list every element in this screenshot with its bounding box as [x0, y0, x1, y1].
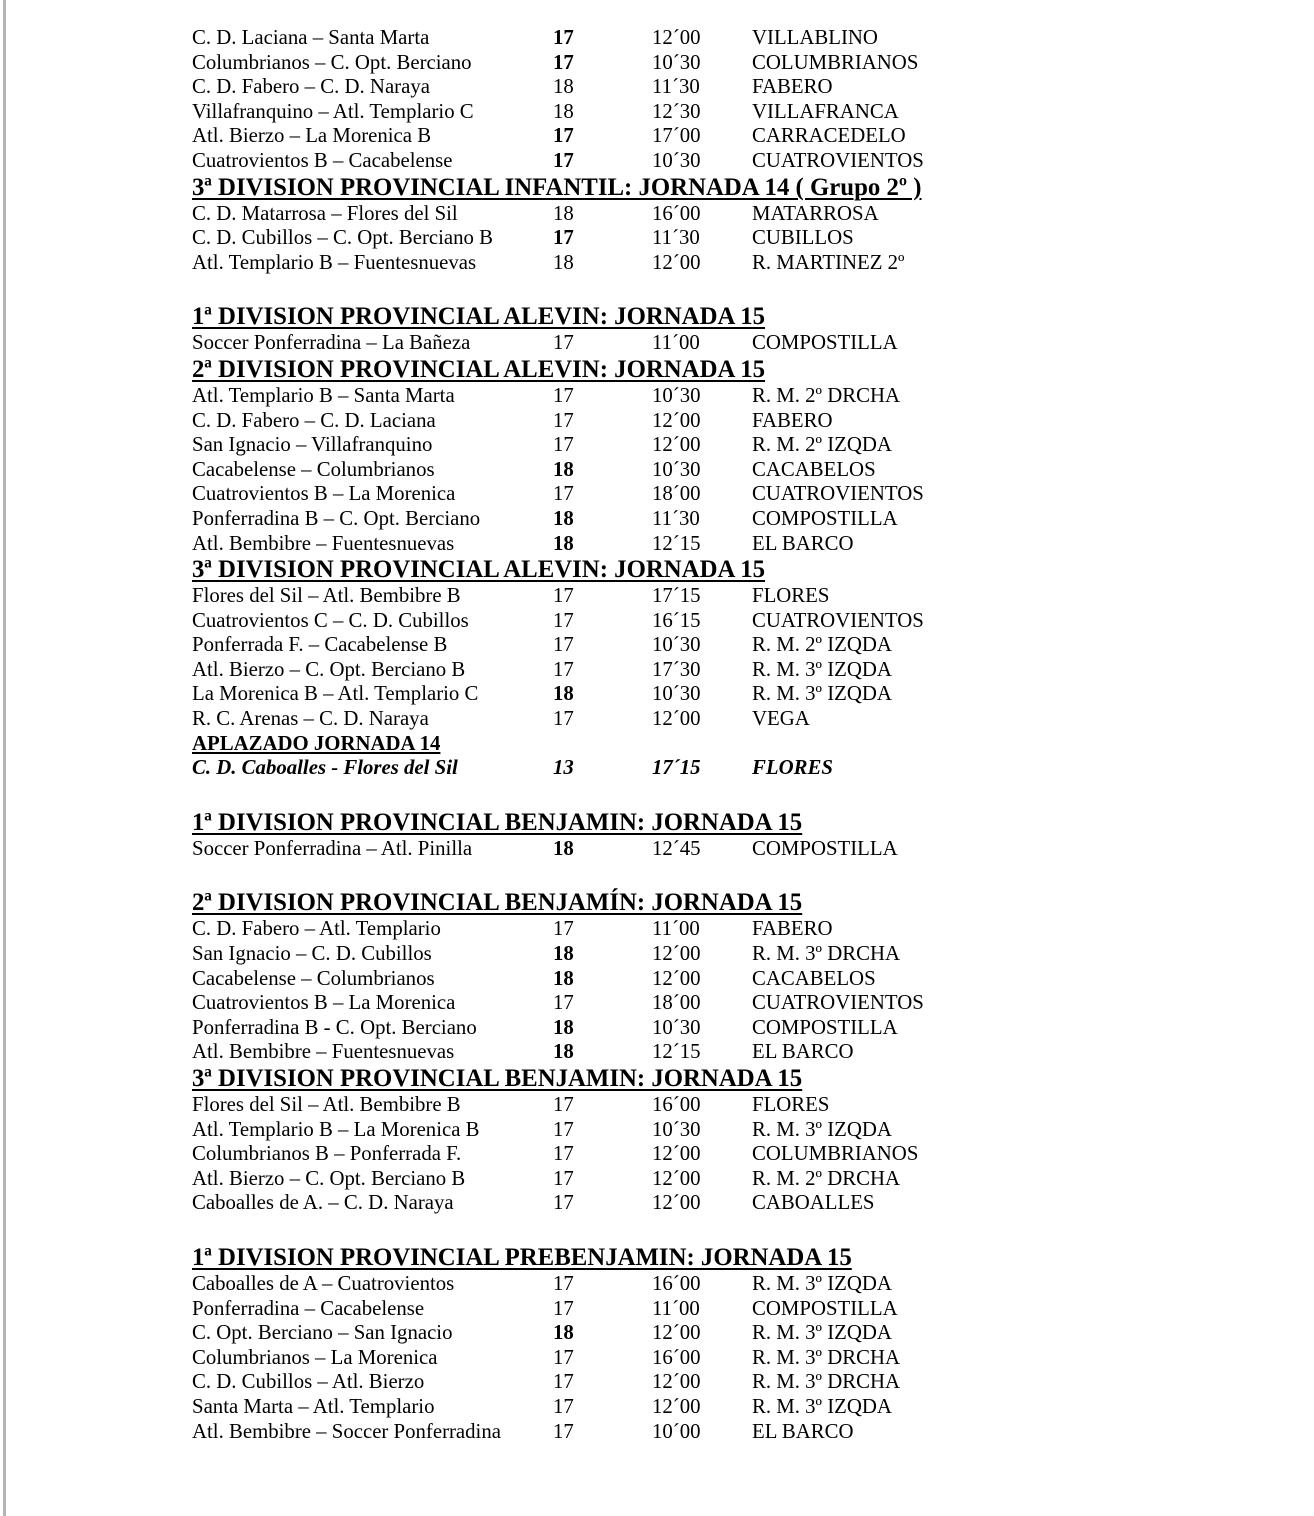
match-venue: R. M. 2º DRCHA — [752, 1166, 901, 1190]
match-teams: Atl. Bierzo – La Morenica B — [192, 124, 432, 148]
match-day: 17 — [553, 633, 574, 657]
match-venue: CARRACEDELO — [752, 124, 906, 148]
match-row — [192, 226, 1192, 251]
match-row — [192, 149, 1192, 174]
match-venue: R. M. 3º IZQDA — [752, 1394, 892, 1418]
section-heading-3-division-provincial-infantil-jornada-14-grupo-2: 3ª DIVISION PROVINCIAL INFANTIL: JORNADA 14 ( Grupo 2º ) — [192, 173, 922, 201]
match-row — [192, 967, 1192, 992]
match-row — [192, 532, 1192, 557]
match-teams: Ponferradina B - C. Opt. Berciano — [192, 1015, 477, 1039]
match-day: 17 — [553, 331, 574, 355]
match-day: 17 — [553, 408, 574, 432]
match-time: 12´00 — [652, 942, 701, 966]
match-day: 18 — [553, 1321, 574, 1345]
match-venue: R. M. 2º DRCHA — [752, 383, 901, 407]
match-teams: Atl. Templario B – Fuentesnuevas — [192, 250, 477, 274]
match-venue: R. M. 3º DRCHA — [752, 1345, 901, 1369]
match-venue: FABERO — [752, 75, 833, 99]
match-day: 17 — [553, 1166, 574, 1190]
match-row — [192, 1297, 1192, 1322]
match-teams: La Morenica B – Atl. Templario C — [192, 682, 479, 706]
fixture-list — [192, 26, 1192, 1444]
match-venue: CACABELOS — [752, 966, 876, 990]
match-venue: COMPOSTILLA — [752, 836, 898, 860]
match-time: 10´30 — [652, 457, 701, 481]
match-time: 11´30 — [652, 506, 700, 530]
match-venue: CACABELOS — [752, 457, 876, 481]
match-time: 12´30 — [652, 99, 701, 123]
match-time: 16´00 — [652, 1345, 701, 1369]
match-row — [192, 124, 1192, 149]
match-row — [192, 1167, 1192, 1192]
match-venue: R. M. 3º IZQDA — [752, 682, 892, 706]
match-day: 17 — [553, 1394, 574, 1418]
page-edge-line — [3, 0, 6, 1516]
section-spacer — [192, 275, 1192, 303]
match-day: 18 — [553, 506, 574, 530]
match-day: 18 — [553, 1015, 574, 1039]
match-teams: C. D. Caboalles - Flores del Sil — [192, 756, 458, 780]
match-day: 18 — [553, 836, 574, 860]
match-row — [192, 202, 1192, 227]
match-day: 13 — [553, 756, 574, 780]
section-spacer — [192, 861, 1192, 889]
match-row — [192, 682, 1192, 707]
match-day: 17 — [553, 1191, 574, 1215]
match-row — [192, 1395, 1192, 1420]
match-teams: Cacabelense – Columbrianos — [192, 966, 435, 990]
match-day: 17 — [553, 1345, 574, 1369]
match-day: 17 — [553, 433, 574, 457]
match-row — [192, 707, 1192, 732]
match-time: 12´00 — [652, 1142, 701, 1166]
match-time: 12´00 — [652, 433, 701, 457]
match-day: 18 — [553, 201, 574, 225]
match-time: 16´15 — [652, 608, 701, 632]
match-row — [192, 409, 1192, 434]
match-row — [192, 991, 1192, 1016]
match-teams: C. D. Cubillos – C. Opt. Berciano B — [192, 226, 493, 250]
match-venue: VILLABLINO — [752, 26, 878, 49]
match-row — [192, 1370, 1192, 1395]
match-venue: CUATROVIENTOS — [752, 608, 924, 632]
match-teams: Cuatrovientos B – La Morenica — [192, 482, 456, 506]
match-venue: R. M. 2º IZQDA — [752, 633, 892, 657]
match-day: 18 — [553, 531, 574, 555]
match-time: 10´30 — [652, 148, 701, 172]
match-teams: Santa Marta – Atl. Templario — [192, 1394, 435, 1418]
match-day: 18 — [553, 966, 574, 990]
section-heading-1-division-provincial-prebenjamin-jornada-15: 1ª DIVISION PROVINCIAL PREBENJAMIN: JORNADA 15 — [192, 1243, 852, 1271]
match-teams: San Ignacio – C. D. Cubillos — [192, 942, 432, 966]
match-row — [192, 51, 1192, 76]
match-row — [192, 433, 1192, 458]
match-day: 17 — [553, 608, 574, 632]
match-day: 18 — [553, 457, 574, 481]
match-time: 12´15 — [652, 1040, 701, 1064]
match-venue: R. M. 2º IZQDA — [752, 433, 892, 457]
match-time: 10´30 — [652, 383, 701, 407]
section-heading-2-division-provincial-benjamin-jornada-15: 2ª DIVISION PROVINCIAL BENJAMÍN: JORNADA 15 — [192, 889, 803, 917]
match-row — [192, 100, 1192, 125]
match-venue: R. M. 3º DRCHA — [752, 1370, 901, 1394]
match-time: 12´00 — [652, 1166, 701, 1190]
match-day: 17 — [553, 991, 574, 1015]
match-venue: CUATROVIENTOS — [752, 482, 924, 506]
match-time: 10´30 — [652, 1015, 701, 1039]
match-time: 12´00 — [652, 1394, 701, 1418]
match-venue: FLORES — [752, 1093, 830, 1116]
match-day: 17 — [553, 226, 574, 250]
section-heading-3-division-provincial-benjamin-jornada-15: 3ª DIVISION PROVINCIAL BENJAMIN: JORNADA 15 — [192, 1065, 803, 1092]
match-time: 16´00 — [652, 201, 701, 225]
match-venue: R. M. 3º IZQDA — [752, 1321, 892, 1345]
match-teams: Caboalles de A. – C. D. Naraya — [192, 1191, 454, 1215]
match-teams: Columbrianos B – Ponferrada F. — [192, 1142, 462, 1166]
match-day: 17 — [553, 1296, 574, 1320]
match-row — [192, 1040, 1192, 1065]
match-row — [192, 1016, 1192, 1041]
match-day: 18 — [553, 942, 574, 966]
match-venue: MATARROSA — [752, 201, 879, 225]
match-time: 18´00 — [652, 482, 701, 506]
match-row — [192, 26, 1192, 51]
match-teams: Atl. Templario B – La Morenica B — [192, 1117, 480, 1141]
match-venue: COLUMBRIANOS — [752, 50, 919, 74]
match-time: 16´00 — [652, 1093, 701, 1116]
match-day: 17 — [553, 657, 574, 681]
match-time: 17´00 — [652, 124, 701, 148]
match-day: 17 — [553, 383, 574, 407]
match-time: 11´30 — [652, 75, 700, 99]
match-row — [192, 609, 1192, 634]
match-day: 17 — [553, 482, 574, 506]
match-teams: Soccer Ponferradina – La Bañeza — [192, 331, 471, 355]
match-teams: Cuatrovientos B – La Morenica — [192, 991, 456, 1015]
match-day: 18 — [553, 682, 574, 706]
match-venue: R. MARTINEZ 2º — [752, 250, 905, 274]
match-row — [192, 584, 1192, 609]
match-time: 11´30 — [652, 226, 700, 250]
match-time: 11´00 — [652, 331, 700, 355]
match-teams: C. Opt. Berciano – San Ignacio — [192, 1321, 453, 1345]
match-time: 12´00 — [652, 1321, 701, 1345]
match-day: 17 — [553, 1117, 574, 1141]
match-row — [192, 1321, 1192, 1346]
match-row — [192, 1272, 1192, 1297]
match-row — [192, 75, 1192, 100]
match-row — [192, 1191, 1192, 1216]
match-day: 17 — [553, 917, 574, 941]
match-day: 18 — [553, 250, 574, 274]
match-row — [192, 658, 1192, 683]
match-venue: R. M. 3º IZQDA — [752, 1117, 892, 1141]
section-spacer — [192, 781, 1192, 809]
match-teams: C. D. Fabero – C. D. Laciana — [192, 408, 436, 432]
match-time: 12´00 — [652, 707, 701, 731]
match-row — [192, 507, 1192, 532]
match-teams: C. D. Matarrosa – Flores del Sil — [192, 201, 458, 225]
match-teams: Atl. Bierzo – C. Opt. Berciano B — [192, 1166, 466, 1190]
section-heading-1-division-provincial-alevin-jornada-15: 1ª DIVISION PROVINCIAL ALEVIN: JORNADA 15 — [192, 303, 766, 331]
match-time: 12´00 — [652, 1191, 701, 1215]
match-teams: Flores del Sil – Atl. Bembibre B — [192, 1093, 461, 1116]
match-teams: Atl. Bembibre – Soccer Ponferradina — [192, 1419, 501, 1443]
match-teams: Columbrianos – La Morenica — [192, 1345, 438, 1369]
match-row — [192, 331, 1192, 356]
match-venue: VILLAFRANCA — [752, 99, 899, 123]
match-teams: R. C. Arenas – C. D. Naraya — [192, 707, 429, 731]
match-day: 17 — [553, 707, 574, 731]
match-day: 17 — [553, 1271, 574, 1295]
match-day: 17 — [553, 50, 574, 74]
match-day: 17 — [553, 1370, 574, 1394]
match-row — [192, 482, 1192, 507]
match-teams: Ponferrada F. – Cacabelense B — [192, 633, 448, 657]
match-time: 10´00 — [652, 1419, 701, 1443]
match-venue: COLUMBRIANOS — [752, 1142, 919, 1166]
match-day: 18 — [553, 1040, 574, 1064]
match-venue: EL BARCO — [752, 1419, 854, 1443]
match-row — [192, 942, 1192, 967]
match-venue: CUATROVIENTOS — [752, 148, 924, 172]
match-venue: R. M. 3º IZQDA — [752, 1271, 892, 1295]
match-teams: Villafranquino – Atl. Templario C — [192, 99, 474, 123]
match-time: 18´00 — [652, 991, 701, 1015]
match-day: 17 — [553, 584, 574, 608]
match-row — [192, 633, 1192, 658]
match-teams: Ponferradina B – C. Opt. Berciano — [192, 506, 481, 530]
match-venue: FABERO — [752, 917, 833, 941]
match-venue: CABOALLES — [752, 1191, 875, 1215]
match-time: 10´30 — [652, 50, 701, 74]
match-row — [192, 756, 1192, 781]
match-venue: FABERO — [752, 408, 833, 432]
match-time: 12´00 — [652, 250, 701, 274]
match-day: 18 — [553, 99, 574, 123]
match-day: 17 — [553, 1142, 574, 1166]
match-time: 10´30 — [652, 1117, 701, 1141]
match-venue: FLORES — [752, 756, 833, 780]
match-teams: C. D. Fabero – Atl. Templario — [192, 917, 441, 941]
match-venue: FLORES — [752, 584, 830, 608]
match-row — [192, 384, 1192, 409]
match-time: 12´00 — [652, 408, 701, 432]
match-teams: C. D. Cubillos – Atl. Bierzo — [192, 1370, 425, 1394]
match-teams: Flores del Sil – Atl. Bembibre B — [192, 584, 461, 608]
match-teams: Atl. Bembibre – Fuentesnuevas — [192, 1040, 455, 1064]
match-day: 17 — [553, 148, 574, 172]
match-day: 17 — [553, 26, 574, 49]
section-heading-aplazado-jornada-14: APLAZADO JORNADA 14 — [192, 731, 441, 755]
match-venue: CUATROVIENTOS — [752, 991, 924, 1015]
match-time: 11´00 — [652, 917, 700, 941]
match-venue: COMPOSTILLA — [752, 331, 898, 355]
match-time: 12´00 — [652, 26, 701, 49]
match-time: 12´45 — [652, 836, 701, 860]
match-venue: COMPOSTILLA — [752, 1296, 898, 1320]
match-time: 12´15 — [652, 531, 701, 555]
match-day: 17 — [553, 1093, 574, 1116]
match-teams: Cuatrovientos C – C. D. Cubillos — [192, 608, 469, 632]
match-row — [192, 1093, 1192, 1118]
match-row — [192, 837, 1192, 862]
section-spacer — [192, 1216, 1192, 1244]
match-time: 17´30 — [652, 657, 701, 681]
match-venue: R. M. 3º IZQDA — [752, 657, 892, 681]
match-teams: San Ignacio – Villafranquino — [192, 433, 433, 457]
match-time: 11´00 — [652, 1296, 700, 1320]
match-day: 17 — [553, 124, 574, 148]
match-venue: EL BARCO — [752, 1040, 854, 1064]
match-venue: R. M. 3º DRCHA — [752, 942, 901, 966]
match-time: 17´15 — [652, 756, 701, 780]
match-teams: Columbrianos – C. Opt. Berciano — [192, 50, 472, 74]
match-day: 18 — [553, 75, 574, 99]
match-teams: C. D. Fabero – C. D. Naraya — [192, 75, 430, 99]
match-row — [192, 251, 1192, 276]
match-row — [192, 1118, 1192, 1143]
match-teams: Soccer Ponferradina – Atl. Pinilla — [192, 836, 473, 860]
section-heading-1-division-provincial-benjamin-jornada-15: 1ª DIVISION PROVINCIAL BENJAMIN: JORNADA 15 — [192, 808, 803, 836]
match-day: 17 — [553, 1419, 574, 1443]
match-time: 17´15 — [652, 584, 701, 608]
match-teams: Atl. Bierzo – C. Opt. Berciano B — [192, 657, 466, 681]
match-teams: Atl. Templario B – Santa Marta — [192, 383, 455, 407]
match-teams: Cuatrovientos B – Cacabelense — [192, 148, 453, 172]
match-teams: Caboalles de A – Cuatrovientos — [192, 1271, 455, 1295]
match-row — [192, 1420, 1192, 1445]
match-row — [192, 917, 1192, 942]
match-row — [192, 1346, 1192, 1371]
match-venue: COMPOSTILLA — [752, 1015, 898, 1039]
match-teams: C. D. Laciana – Santa Marta — [192, 26, 430, 49]
match-venue: CUBILLOS — [752, 226, 854, 250]
match-time: 12´00 — [652, 966, 701, 990]
match-time: 16´00 — [652, 1271, 701, 1295]
match-row — [192, 1142, 1192, 1167]
match-teams: Ponferradina – Cacabelense — [192, 1296, 425, 1320]
match-teams: Cacabelense – Columbrianos — [192, 457, 435, 481]
match-row — [192, 458, 1192, 483]
match-time: 10´30 — [652, 633, 701, 657]
match-venue: COMPOSTILLA — [752, 506, 898, 530]
match-teams: Atl. Bembibre – Fuentesnuevas — [192, 531, 455, 555]
match-time: 12´00 — [652, 1370, 701, 1394]
match-venue: VEGA — [752, 707, 810, 731]
section-heading-3-division-provincial-alevin-jornada-15: 3ª DIVISION PROVINCIAL ALEVIN: JORNADA 15 — [192, 556, 766, 584]
match-venue: EL BARCO — [752, 531, 854, 555]
match-time: 10´30 — [652, 682, 701, 706]
section-heading-2-division-provincial-alevin-jornada-15: 2ª DIVISION PROVINCIAL ALEVIN: JORNADA 15 — [192, 355, 766, 383]
